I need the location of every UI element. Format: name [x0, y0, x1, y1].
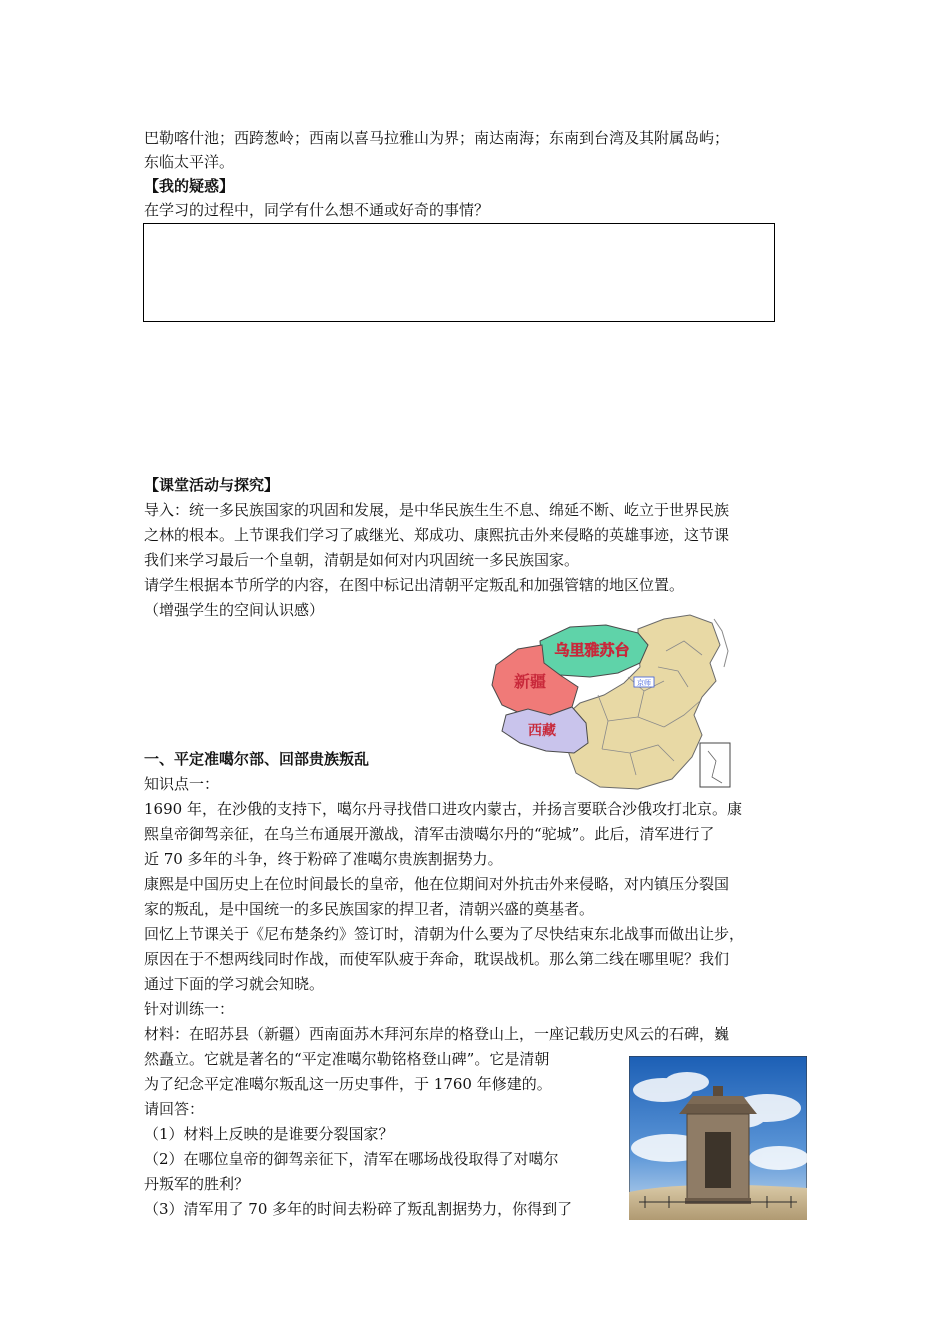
question-3: （3）清军用了 70 多年的时间去粉碎了叛乱割据势力，你得到了	[144, 1200, 573, 1218]
qing-territory-map	[488, 611, 734, 791]
intro-line-3: 我们来学习最后一个皇朝，清朝是如何对内巩固统一多民族国家。	[144, 551, 580, 569]
question-1: （1）材料上反映的是谁要分裂国家？	[144, 1125, 394, 1143]
task-text: 请学生根据本节所学的内容，在图中标记出清朝平定叛乱和加强管辖的地区位置。	[144, 576, 685, 594]
para2-line-1: 康熙是中国历史上在位时间最长的皇帝，他在位期间对外抗击外来侵略，对内镇压分裂国	[144, 875, 730, 893]
material-line-2: 然矗立。它就是著名的“平定准噶尔勒铭格登山碑”。它是清朝	[144, 1050, 550, 1068]
question-2-line-1: （2）在哪位皇帝的御驾亲征下，清军在哪场战役取得了对噶尔	[144, 1150, 559, 1168]
para3-line-1: 回忆上节课关于《尼布楚条约》签订时，清朝为什么要为了尽快结束东北战事而做出让步，	[144, 925, 745, 943]
para1-line-3: 近 70 多年的斗争，终于粉碎了准噶尔贵族割据势力。	[144, 850, 503, 868]
para3-line-3: 通过下面的学习就会知晓。	[144, 975, 325, 993]
activity-heading: 【课堂活动与探究】	[144, 476, 280, 494]
para1-line-2: 熙皇帝御驾亲征，在乌兰布通展开激战，清军击溃噶尔丹的“驼城”。此后，清军进行了	[144, 825, 715, 843]
knowledge-point-1: 知识点一：	[144, 775, 220, 793]
intro-line-2: 之林的根本。上节课我们学习了戚继光、郑成功、康熙抗击外来侵略的英雄事迹，这节课	[144, 526, 730, 544]
material-line-3: 为了纪念平定准噶尔叛乱这一历史事件，于 1760 年修建的。	[144, 1075, 552, 1093]
para2-line-2: 家的叛乱，是中国统一的多民族国家的捍卫者，清朝兴盛的奠基者。	[144, 900, 595, 918]
answer-prompt: 请回答：	[144, 1100, 205, 1118]
training-1-heading: 针对训练一：	[144, 1000, 235, 1018]
doubt-prompt: 在学习的过程中，同学有什么想不通或好奇的事情？	[144, 201, 490, 219]
map-label-jingshi: 京师	[637, 679, 651, 687]
para1-line-1: 1690 年，在沙俄的支持下，噶尔丹寻找借口进攻内蒙古，并扬言要联合沙俄攻打北京。康	[144, 800, 742, 818]
map-label-xizang: 西藏	[528, 723, 556, 739]
material-line-1: 材料：在昭苏县（新疆）西南面苏木拜河东岸的格登山上，一座记载历史风云的石碑，巍	[144, 1025, 730, 1043]
section-1-heading: 一、平定准噶尔部、回部贵族叛乱	[144, 750, 370, 768]
intro-line-1: 导入：统一多民族国家的巩固和发展，是中华民族生生不息、绵延不断、屹立于世界民族	[144, 501, 730, 519]
question-2-line-2: 丹叛军的胜利？	[144, 1175, 250, 1193]
map-label-xinjiang: 新疆	[513, 672, 547, 691]
task-note: （增强学生的空间认识感）	[144, 601, 325, 619]
line-2: 东临太平洋。	[144, 153, 235, 171]
para3-line-2: 原因在于不想两线同时作战，而使军队疲于奔命，耽误战机。那么第二线在哪里呢？我们	[144, 950, 730, 968]
map-label-wuliyasutai: 乌里雅苏台	[554, 641, 630, 659]
stele-photo	[629, 1056, 807, 1220]
stele-pavilion	[679, 1086, 757, 1204]
doubt-heading: 【我的疑惑】	[144, 177, 235, 195]
doubt-answer-box[interactable]	[143, 223, 775, 322]
line-1: 巴勒喀什池；西跨葱岭；西南以喜马拉雅山为界；南达南海；东南到台湾及其附属岛屿；	[144, 129, 730, 147]
